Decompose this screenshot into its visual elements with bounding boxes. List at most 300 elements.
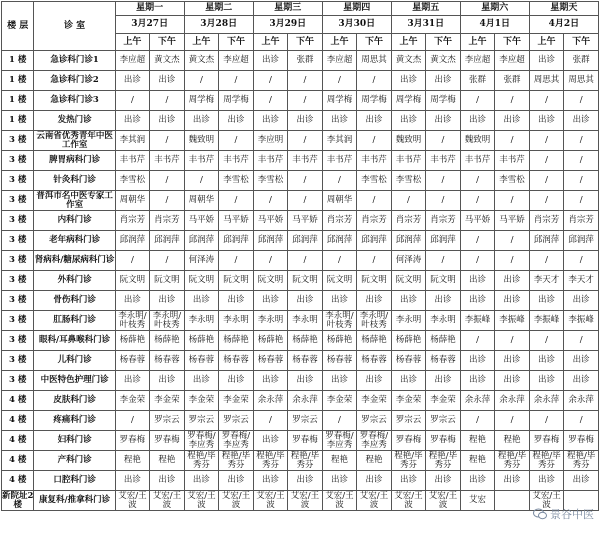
doctor-cell: 罗宗云 — [426, 411, 461, 431]
doctor-cell: 杨薛艳 — [288, 331, 323, 351]
doctor-cell: 李应超 — [495, 51, 530, 71]
doctor-cell: 出诊 — [460, 471, 495, 491]
date-header: 3月27日 — [115, 16, 184, 34]
doctor-cell: / — [322, 411, 357, 431]
doctor-cell: 阮文明 — [322, 271, 357, 291]
doctor-cell: 出诊 — [219, 291, 254, 311]
doctor-cell: 程艳/毕秀芬 — [288, 451, 323, 471]
doctor-cell: 邱润萍 — [184, 231, 219, 251]
doctor-cell: 杨春蓉 — [115, 351, 150, 371]
doctor-cell: 出诊 — [495, 291, 530, 311]
floor-cell: 3 楼 — [2, 371, 34, 391]
doctor-cell: 肖宗芳 — [426, 211, 461, 231]
schedule-row — [2, 271, 599, 291]
doctor-cell: / — [460, 191, 495, 211]
doctor-cell: / — [529, 411, 564, 431]
doctor-cell: 艾宏/王波 — [288, 491, 323, 511]
doctor-cell: 马平娇 — [184, 211, 219, 231]
floor-cell: 3 楼 — [2, 171, 34, 191]
floor-cell: 3 楼 — [2, 311, 34, 331]
doctor-cell: 李永明/叶枝秀 — [150, 311, 185, 331]
doctor-cell: 肖宗芳 — [322, 211, 357, 231]
doctor-cell: 何泽涛 — [184, 251, 219, 271]
doctor-cell: / — [529, 91, 564, 111]
doctor-cell: / — [564, 131, 599, 151]
doctor-cell: / — [150, 131, 185, 151]
floor-cell: 新院址2楼 — [2, 490, 34, 510]
dept-cell: 肾病科/糖尿病科门诊 — [34, 251, 115, 271]
doctor-cell: 出诊 — [219, 111, 254, 131]
schedule-row — [2, 51, 599, 71]
am-header: 上午 — [115, 34, 150, 51]
doctor-cell: 余永萍 — [253, 391, 288, 411]
doctor-cell: / — [564, 171, 599, 191]
schedule-row — [2, 131, 599, 151]
doctor-cell: / — [288, 71, 323, 91]
doctor-cell: 李其润 — [322, 131, 357, 151]
doctor-cell: 阮文明 — [288, 271, 323, 291]
doctor-cell: 黄文杰 — [391, 51, 426, 71]
doctor-cell: / — [184, 71, 219, 91]
floor-cell: 3 楼 — [2, 351, 34, 371]
date-header: 3月31日 — [391, 16, 460, 34]
schedule-row — [2, 111, 599, 131]
doctor-cell: 丰书芹 — [253, 151, 288, 171]
doctor-cell: 丰书芹 — [357, 151, 392, 171]
doctor-cell: 艾宏/王波 — [529, 491, 564, 511]
doctor-cell: 邱润萍 — [288, 231, 323, 251]
schedule-row — [2, 251, 599, 271]
doctor-cell: 罗宗云 — [391, 411, 426, 431]
schedule-row — [2, 491, 599, 511]
doctor-cell: 出诊 — [564, 291, 599, 311]
doctor-cell: 李振峰 — [529, 311, 564, 331]
doctor-cell: 出诊 — [529, 371, 564, 391]
doctor-cell: 周朝华 — [184, 191, 219, 211]
doctor-cell: 丰书芹 — [184, 151, 219, 171]
schedule-row — [2, 91, 599, 111]
doctor-cell: 出诊 — [115, 71, 150, 91]
floor-cell: 3 楼 — [2, 131, 34, 151]
doctor-cell: 杨春蓉 — [150, 351, 185, 371]
doctor-cell: / — [426, 191, 461, 211]
doctor-cell: 出诊 — [115, 471, 150, 491]
doctor-cell: 程艳/毕秀芬 — [219, 451, 254, 471]
doctor-cell: 丰书芹 — [150, 151, 185, 171]
dept-cell: 中医特色护理门诊 — [34, 371, 115, 391]
doctor-cell: 出诊 — [357, 371, 392, 391]
doctor-cell: / — [115, 411, 150, 431]
doctor-cell: 出诊 — [529, 51, 564, 71]
pm-header: 下午 — [288, 34, 323, 51]
doctor-cell: / — [288, 131, 323, 151]
schedule-row — [2, 231, 599, 251]
doctor-cell: 出诊 — [184, 111, 219, 131]
doctor-cell: 李金荣 — [115, 391, 150, 411]
doctor-cell: 杨薛艳 — [115, 331, 150, 351]
doctor-cell: 出诊 — [115, 111, 150, 131]
doctor-cell: 李雪松 — [115, 171, 150, 191]
doctor-cell: 李振峰 — [495, 311, 530, 331]
doctor-cell: 出诊 — [564, 371, 599, 391]
doctor-cell: / — [529, 331, 564, 351]
doctor-cell: 杨春蓉 — [391, 351, 426, 371]
am-header: 上午 — [391, 34, 426, 51]
doctor-cell: / — [150, 191, 185, 211]
dept-cell: 骨伤科门诊 — [34, 291, 115, 311]
doctor-cell: 出诊 — [426, 111, 461, 131]
doctor-cell: 李应超 — [322, 51, 357, 71]
doctor-cell: 丰书芹 — [460, 151, 495, 171]
doctor-cell: 杨薛艳 — [322, 331, 357, 351]
doctor-cell: 出诊 — [150, 291, 185, 311]
doctor-cell: / — [115, 91, 150, 111]
dept-cell: 肛肠科门诊 — [34, 311, 115, 331]
doctor-cell: 出诊 — [184, 371, 219, 391]
doctor-cell: 程艳 — [150, 451, 185, 471]
doctor-cell: 出诊 — [253, 471, 288, 491]
doctor-cell: 余永萍 — [529, 391, 564, 411]
doctor-cell: 罗春梅/李应秀 — [322, 431, 357, 451]
doctor-cell: / — [460, 231, 495, 251]
wechat-icon — [533, 508, 547, 520]
doctor-cell: 李金荣 — [426, 391, 461, 411]
doctor-cell: 阮文明 — [184, 271, 219, 291]
doctor-cell: 张群 — [288, 51, 323, 71]
doctor-cell: 阮文明 — [253, 271, 288, 291]
am-header: 上午 — [460, 34, 495, 51]
doctor-cell: / — [495, 91, 530, 111]
doctor-cell: / — [529, 131, 564, 151]
dept-cell: 发热门诊 — [34, 111, 115, 131]
dept-cell: 云南省优秀青年中医工作室 — [34, 131, 115, 151]
doctor-cell: 出诊 — [288, 471, 323, 491]
floor-cell: 3 楼 — [2, 151, 34, 171]
doctor-cell: 杨春蓉 — [288, 351, 323, 371]
doctor-cell: 杨薛艳 — [253, 331, 288, 351]
doctor-cell: / — [460, 171, 495, 191]
doctor-cell: / — [495, 231, 530, 251]
doctor-cell: 程艳/毕秀芬 — [426, 451, 461, 471]
doctor-cell: 周思其 — [564, 71, 599, 91]
doctor-cell: 张群 — [564, 51, 599, 71]
doctor-cell: 出诊 — [357, 111, 392, 131]
schedule-row — [2, 71, 599, 91]
doctor-cell: 出诊 — [495, 111, 530, 131]
dept-cell: 疼痛科门诊 — [34, 411, 115, 431]
doctor-cell: 余永萍 — [460, 391, 495, 411]
doctor-cell: 阮文明 — [115, 271, 150, 291]
doctor-cell: 周思其 — [357, 51, 392, 71]
schedule-row — [2, 351, 599, 371]
doctor-cell: 杨春蓉 — [322, 351, 357, 371]
doctor-cell: 程艳/毕秀芬 — [253, 451, 288, 471]
doctor-cell: / — [357, 191, 392, 211]
schedule-row — [2, 311, 599, 331]
doctor-cell: 程艳 — [460, 451, 495, 471]
doctor-cell: 黄文杰 — [426, 51, 461, 71]
doctor-cell: / — [564, 251, 599, 271]
schedule-row — [2, 391, 599, 411]
doctor-cell: 邱润萍 — [564, 231, 599, 251]
date-header: 4月1日 — [460, 16, 529, 34]
doctor-cell: 程艳 — [322, 451, 357, 471]
doctor-cell: 出诊 — [357, 291, 392, 311]
doctor-cell: 李应超 — [219, 51, 254, 71]
doctor-cell: 出诊 — [391, 471, 426, 491]
schedule-row — [2, 291, 599, 311]
doctor-cell: / — [564, 191, 599, 211]
doctor-cell: 邱润萍 — [219, 231, 254, 251]
doctor-cell: 出诊 — [253, 431, 288, 451]
doctor-cell: 出诊 — [391, 111, 426, 131]
floor-cell: 3 楼 — [2, 191, 34, 211]
doctor-cell: 李雪松 — [495, 171, 530, 191]
doctor-cell: 魏致明 — [460, 131, 495, 151]
doctor-cell: 张群 — [460, 71, 495, 91]
doctor-cell: 罗春梅 — [529, 431, 564, 451]
doctor-cell: / — [288, 251, 323, 271]
doctor-cell: 何泽涛 — [391, 251, 426, 271]
doctor-cell: / — [460, 411, 495, 431]
doctor-cell: / — [564, 411, 599, 431]
doctor-cell: 李金荣 — [391, 391, 426, 411]
floor-cell: 4 楼 — [2, 451, 34, 471]
doctor-cell: 罗宗云 — [184, 411, 219, 431]
weekday-header: 星期一 — [115, 2, 184, 16]
doctor-cell: / — [184, 171, 219, 191]
pm-header: 下午 — [495, 34, 530, 51]
doctor-cell: 出诊 — [426, 371, 461, 391]
weekday-header: 星期三 — [253, 2, 322, 16]
doctor-cell: 罗春梅 — [391, 431, 426, 451]
doctor-cell: 邱润萍 — [529, 231, 564, 251]
doctor-cell: 邱润萍 — [426, 231, 461, 251]
doctor-cell: 程艳 — [460, 431, 495, 451]
doctor-cell: 周学梅 — [426, 91, 461, 111]
doctor-cell: 李应超 — [460, 51, 495, 71]
doctor-cell: 出诊 — [495, 471, 530, 491]
doctor-cell: 余永萍 — [564, 391, 599, 411]
doctor-cell: 肖宗芳 — [150, 211, 185, 231]
doctor-cell: / — [495, 331, 530, 351]
doctor-cell: 艾宏 — [460, 491, 495, 511]
doctor-cell: 出诊 — [460, 291, 495, 311]
doctor-cell: 丰书芹 — [288, 151, 323, 171]
floor-cell: 1 楼 — [2, 111, 34, 131]
dept-cell: 康复科/推拿科门诊 — [34, 491, 115, 511]
doctor-cell: 周学梅 — [391, 91, 426, 111]
watermark — [533, 506, 594, 522]
doctor-cell: 出诊 — [115, 291, 150, 311]
doctor-cell: 邱润萍 — [150, 231, 185, 251]
doctor-cell: 邱润萍 — [391, 231, 426, 251]
doctor-cell: 邱润萍 — [253, 231, 288, 251]
doctor-cell: / — [495, 411, 530, 431]
doctor-cell: 阮文明 — [150, 271, 185, 291]
doctor-cell: / — [253, 71, 288, 91]
doctor-cell: 罗宗云 — [219, 411, 254, 431]
date-header: 3月30日 — [322, 16, 391, 34]
schedule-row — [2, 471, 599, 491]
doctor-cell: 出诊 — [460, 111, 495, 131]
doctor-cell: 出诊 — [253, 51, 288, 71]
doctor-cell: / — [426, 251, 461, 271]
doctor-cell: 阮文明 — [219, 271, 254, 291]
doctor-cell: 艾宏/王波 — [391, 491, 426, 511]
doctor-cell: 程艳/毕秀芬 — [391, 451, 426, 471]
doctor-cell: 出诊 — [219, 471, 254, 491]
pm-header: 下午 — [150, 34, 185, 51]
doctor-cell: 罗春梅/李应秀 — [357, 431, 392, 451]
floor-cell: 1 楼 — [2, 91, 34, 111]
doctor-cell: / — [253, 191, 288, 211]
weekday-header: 星期四 — [322, 2, 391, 16]
schedule-table — [1, 1, 599, 511]
doctor-cell: / — [529, 151, 564, 171]
doctor-cell: / — [357, 71, 392, 91]
doctor-cell: / — [322, 251, 357, 271]
doctor-cell: / — [253, 251, 288, 271]
doctor-cell: 马平娇 — [495, 211, 530, 231]
doctor-cell: 杨薛艳 — [391, 331, 426, 351]
doctor-cell: 罗春梅 — [288, 431, 323, 451]
doctor-cell: 马平娇 — [288, 211, 323, 231]
doctor-cell: 罗春梅 — [115, 431, 150, 451]
doctor-cell: 魏致明 — [391, 131, 426, 151]
doctor-cell: 李雪松 — [219, 171, 254, 191]
doctor-cell: 李金荣 — [219, 391, 254, 411]
doctor-cell: / — [322, 171, 357, 191]
dept-cell: 脾胃病科门诊 — [34, 151, 115, 171]
doctor-cell: 出诊 — [426, 471, 461, 491]
doctor-cell: 肖宗芳 — [529, 211, 564, 231]
schedule-row — [2, 411, 599, 431]
doctor-cell: 李金荣 — [150, 391, 185, 411]
doctor-cell: 周学梅 — [357, 91, 392, 111]
doctor-cell: 丰书芹 — [391, 151, 426, 171]
date-header: 4月2日 — [529, 16, 598, 34]
doctor-cell: 李其润 — [115, 131, 150, 151]
doctor-cell: 李雪松 — [253, 171, 288, 191]
doctor-cell: 邱润萍 — [322, 231, 357, 251]
doctor-cell: 李雪松 — [357, 171, 392, 191]
doctor-cell: / — [288, 191, 323, 211]
doctor-cell: 出诊 — [426, 291, 461, 311]
doctor-cell: 周思其 — [529, 71, 564, 91]
doctor-cell: 周学梅 — [184, 91, 219, 111]
doctor-cell: / — [219, 131, 254, 151]
doctor-cell: 出诊 — [322, 111, 357, 131]
doctor-cell: 马平娇 — [253, 211, 288, 231]
date-header: 3月28日 — [184, 16, 253, 34]
doctor-cell: 出诊 — [150, 371, 185, 391]
dept-cell: 产科门诊 — [34, 451, 115, 471]
doctor-cell — [495, 491, 530, 511]
doctor-cell: 杨春蓉 — [253, 351, 288, 371]
doctor-cell: 李应明 — [253, 131, 288, 151]
doctor-cell: 罗宗云 — [150, 411, 185, 431]
doctor-cell: 周朝华 — [322, 191, 357, 211]
doctor-cell: 出诊 — [495, 351, 530, 371]
doctor-cell: / — [150, 91, 185, 111]
doctor-cell: / — [150, 251, 185, 271]
doctor-cell: / — [288, 171, 323, 191]
dept-cell: 急诊科门诊3 — [34, 91, 115, 111]
doctor-cell: 杨薛艳 — [219, 331, 254, 351]
doctor-cell: 艾宏/王波 — [150, 491, 185, 511]
doctor-cell: 李应超 — [115, 51, 150, 71]
dept-cell: 普洱市名中医专家工作室 — [34, 191, 115, 211]
doctor-cell: 魏致明 — [184, 131, 219, 151]
doctor-cell: 丰书芹 — [322, 151, 357, 171]
doctor-cell: 出诊 — [322, 471, 357, 491]
doctor-cell: 李天才 — [529, 271, 564, 291]
schedule-row — [2, 371, 599, 391]
doctor-cell: 艾宏/王波 — [219, 491, 254, 511]
doctor-cell: 李永明 — [219, 311, 254, 331]
doctor-cell: 出诊 — [322, 291, 357, 311]
doctor-cell: 程艳/毕秀芬 — [529, 451, 564, 471]
doctor-cell: / — [495, 131, 530, 151]
doctor-cell: 罗春梅 — [150, 431, 185, 451]
am-header: 上午 — [253, 34, 288, 51]
doctor-cell: 出诊 — [391, 371, 426, 391]
am-header: 上午 — [322, 34, 357, 51]
floor-cell: 1 楼 — [2, 71, 34, 91]
doctor-cell: 马平娇 — [219, 211, 254, 231]
dept-cell: 急诊科门诊1 — [34, 51, 115, 71]
am-header: 上午 — [529, 34, 564, 51]
doctor-cell: 出诊 — [322, 371, 357, 391]
floor-cell: 1 楼 — [2, 51, 34, 71]
doctor-cell: 杨薛艳 — [357, 331, 392, 351]
doctor-cell: 出诊 — [288, 291, 323, 311]
pm-header: 下午 — [426, 34, 461, 51]
doctor-cell: 出诊 — [460, 271, 495, 291]
pm-header: 下午 — [357, 34, 392, 51]
doctor-cell: / — [115, 251, 150, 271]
schedule-row — [2, 431, 599, 451]
dept-cell: 口腔科门诊 — [34, 471, 115, 491]
doctor-cell: / — [288, 91, 323, 111]
doctor-cell: 李振峰 — [460, 311, 495, 331]
doctor-cell: 出诊 — [150, 471, 185, 491]
doctor-cell: 罗春梅 — [564, 431, 599, 451]
weekday-header: 星期六 — [460, 2, 529, 16]
doctor-cell: 余永萍 — [288, 391, 323, 411]
doctor-cell: 出诊 — [564, 111, 599, 131]
doctor-cell: 出诊 — [426, 71, 461, 91]
doctor-cell: 出诊 — [391, 291, 426, 311]
doctor-cell: 出诊 — [184, 471, 219, 491]
dept-cell: 外科门诊 — [34, 271, 115, 291]
doctor-cell: / — [253, 411, 288, 431]
doctor-cell: 艾宏/王波 — [253, 491, 288, 511]
doctor-cell: / — [460, 91, 495, 111]
floor-cell: 3 楼 — [2, 331, 34, 351]
doctor-cell: 出诊 — [253, 371, 288, 391]
doctor-cell: 肖宗芳 — [564, 211, 599, 231]
weekday-header: 星期二 — [184, 2, 253, 16]
doctor-cell: 杨薛艳 — [184, 331, 219, 351]
doctor-cell: 杨春蓉 — [357, 351, 392, 371]
doctor-cell: 艾宏/王波 — [322, 491, 357, 511]
doctor-cell: 张群 — [495, 71, 530, 91]
doctor-cell: 出诊 — [150, 71, 185, 91]
doctor-cell: 邱润萍 — [357, 231, 392, 251]
doctor-cell: 罗春梅 — [426, 431, 461, 451]
